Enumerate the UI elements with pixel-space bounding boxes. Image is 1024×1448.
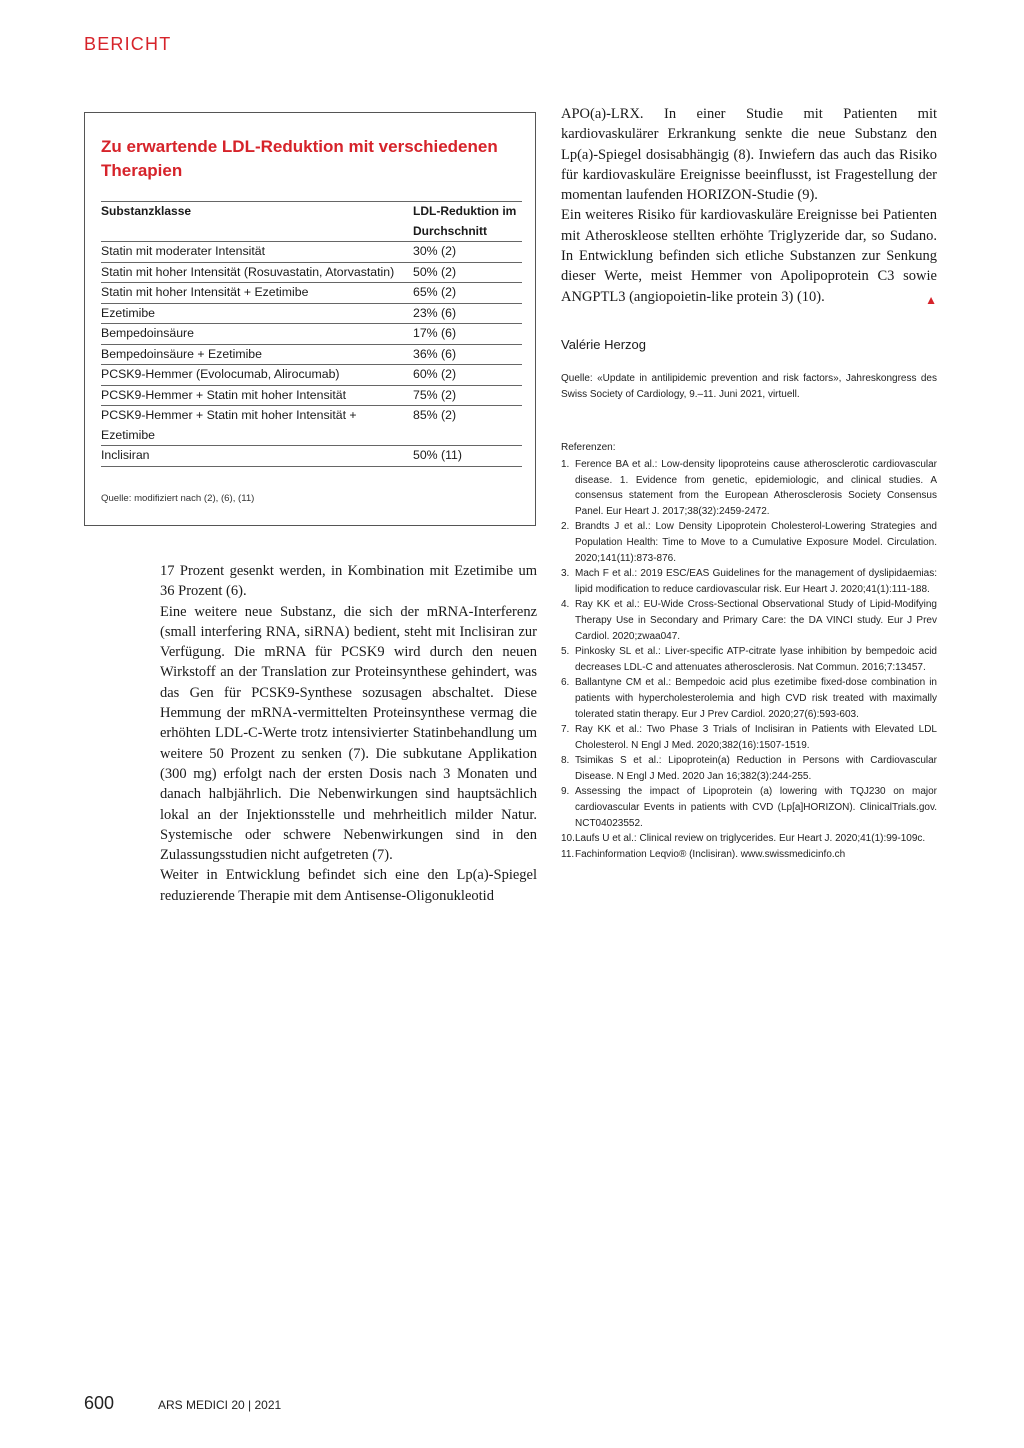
table-row [101, 446, 522, 467]
cell-substance: PCSK9-Hemmer + Statin mit hoher Intensität + Ezetimibe [101, 408, 357, 442]
section-label: BERICHT [84, 34, 172, 54]
reference-item [561, 831, 937, 847]
paragraph-text: Ein weiteres Risiko für kardiovaskuläre Ereignisse bei Patienten mit Atheroskleose stellten erhöhte Triglyzeride dar, so Sudano. In Entwicklung befinden sich etliche Substanzen zur Senkung dieser Werte, meist Hemmer von Apolipoprotein C3 sowie ANGPTL3 (angiopoietin-like protein 3) (10). [561, 207, 937, 305]
reference-number: 4. [561, 599, 570, 611]
reference-item [561, 753, 937, 784]
cell-reduction: 36% (6) [413, 346, 457, 361]
cell-substance: Statin mit hoher Intensität + Ezetimibe [101, 285, 309, 299]
reference-number: 7. [561, 724, 570, 736]
table-row [101, 303, 522, 324]
cell-substance: Bempedoinsäure [101, 326, 194, 340]
cell-substance: Inclisiran [101, 448, 150, 462]
left-column [160, 561, 537, 906]
cell-reduction: 60% (2) [413, 367, 457, 381]
table-row [101, 324, 522, 345]
body-paragraph: APO(a)-LRX. In einer Studie mit Patienten mit kardiovaskulärer Erkrankung senkte die neue Substanz den Lp(a)-Spiegel dosisabhängig (8). Inwiefern das auch das Risiko für kardiovaskuläre Ereignisse beeinflusst, ist Fragestellung der momentan laufenden HORIZON-Studie (9). [561, 106, 937, 204]
reference-item [561, 566, 937, 597]
cell-substance: Ezetimibe [101, 305, 155, 320]
reference-number: 8. [561, 755, 570, 767]
table-header-row [101, 202, 522, 242]
table-row [101, 385, 522, 406]
reference-text: Ballantyne CM et al.: Bempedoic acid plus ezetimibe fixed-dose combination in patients with hypercholesterolemia and high CVD risk treated with maximally tolerated statin therapy. Eur J Prev Cardiol. 2020;27(6):593-603. [575, 677, 937, 720]
reference-text: Ference BA et al.: Low-density lipoproteins cause atherosclerotic cardiovascular disease. 1. Evidence from genetic, epidemiologic, and clinical studies. A consensus statement from the European Atherosclerosis Society Consensus Panel. Eur Heart J. 2017;38(32):2459-2472. [575, 459, 937, 517]
ldl-table [101, 201, 522, 467]
cell-reduction: 30% (2) [413, 244, 457, 258]
table-row [101, 365, 522, 386]
references-label: Referenzen: [561, 442, 616, 453]
body-paragraph: Eine weitere neue Substanz, die sich der mRNA-Interferenz (small interfering RNA, siRNA) bedient, steht mit Inclisiran zur Verfügung. Die mRNA für PCSK9 wird durch den neuen Wirkstoff an der Translation zur Proteinsynthese gehindert, was das Gen für PCSK9-Synthese sozusagen abschaltet. Diese Hemmung der mRNA-vermittelten Proteinsynthese vermag die erhöhten LDL-C-Werte trotz intensivierter Statinbehandlung um weitere 50 Prozent zu senken (7). Die subkutane Applikation (300 mg) erfolgt nach der ersten Dosis nach 3 Monaten und danach halbjährlich. Die Nebenwirkungen sind hauptsächlich lokal an der Injektionsstelle und mehrheitlich milder Natur. Systemische oder schwere Nebenwirkungen sind in den Zulassungsstudien nicht aufgetreten (7). [160, 603, 537, 864]
cell-reduction: 85% (2) [413, 408, 457, 422]
col-header-substance: Substanzklasse [101, 204, 192, 218]
cell-substance: Statin mit moderater Intensität [101, 244, 266, 258]
cell-reduction: 17% (6) [413, 326, 457, 340]
cell-substance: Bempedoinsäure + Ezetimibe [101, 346, 262, 361]
reference-number: 6. [561, 677, 570, 689]
cell-substance: Statin mit hoher Intensität (Rosuvastatin, Atorvastatin) [101, 264, 395, 279]
reference-number: 5. [561, 646, 570, 658]
cell-reduction: 65% (2) [413, 285, 457, 299]
reference-item [561, 675, 937, 722]
reference-text: Assessing the impact of Lipoprotein (a) lowering with TQJ230 on major cardiovascular Events in patients with CVD (Lp[a]HORIZON). ClinicalTrials.gov. NCT04023552. [575, 786, 937, 829]
cell-substance: PCSK9-Hemmer + Statin mit hoher Intensität [101, 387, 347, 402]
body-paragraph: Weiter in Entwicklung befindet sich eine den Lp(a)-Spiegel reduzierende Therapie mit dem Antisense-Oligonukleotid [160, 867, 537, 904]
table-row [101, 344, 522, 365]
reference-number: 9. [561, 786, 570, 798]
reference-text: Ray KK et al.: EU-Wide Cross-Sectional Observational Study of Lipid-Modifying Therapy Use in Secondary and Primary Care: the DA VINCI study. Eur J Prev Cardiol. 2020;zwaa047. [575, 599, 937, 642]
box-title: Zu erwartende LDL-Reduktion mit verschiedenen Therapien [101, 137, 498, 180]
cell-substance: PCSK9-Hemmer (Evolocumab, Alirocumab) [101, 367, 340, 381]
reference-text: Tsimikas S et al.: Lipoprotein(a) Reduction in Persons with Cardiovascular Disease. N Engl J Med. 2020 Jan 16;382(3):244-255. [575, 755, 937, 782]
box-source: Quelle: modifiziert nach (2), (6), (11) [101, 493, 255, 504]
reference-item [561, 597, 937, 644]
reference-text: Ray KK et al.: Two Phase 3 Trials of Inclisiran in Patients with Elevated LDL Cholesterol. N Engl J Med. 2020;382(16):1507-1519. [575, 724, 937, 751]
reference-item [561, 519, 937, 566]
cell-reduction: 23% (6) [413, 305, 457, 320]
reference-number: 3. [561, 568, 570, 580]
body-paragraph [561, 205, 937, 306]
reference-item [561, 457, 937, 519]
reference-number: 1. [561, 459, 570, 470]
page-number: 600 [84, 1393, 115, 1413]
reference-text: Brandts J et al.: Low Density Lipoprotein Cholesterol-Lowering Strategies and Population Health: Time to Move to a Cumulative Exposure Model. Circulation. 2020;141(11):873-876. [575, 521, 937, 564]
author-name: Valérie Herzog [561, 337, 647, 352]
reference-number: 10. [561, 833, 575, 845]
reference-item [561, 784, 937, 831]
cell-reduction: 50% (2) [413, 264, 457, 279]
references-list [561, 457, 937, 862]
table-row [101, 406, 522, 446]
end-of-article-icon: ▲ [925, 292, 937, 307]
reference-number: 2. [561, 521, 570, 533]
table-row [101, 283, 522, 304]
cell-reduction: 75% (2) [413, 387, 457, 402]
reference-item [561, 847, 937, 863]
col-header-reduction: LDL-Reduktion im Durchschnitt [413, 204, 517, 238]
reference-item [561, 722, 937, 753]
body-paragraph: 17 Prozent gesenkt werden, in Kombination mit Ezetimibe um 36 Prozent (6). [160, 563, 537, 600]
reference-item [561, 644, 937, 675]
reference-text: Pinkosky SL et al.: Liver-specific ATP-citrate lyase inhibition by bempedoic acid decreases LDL-C and attenuates atherosclerosis. Nat Commun. 2016;7:13457. [575, 646, 937, 673]
table-row [101, 242, 522, 263]
info-box [84, 112, 536, 526]
reference-number: 11. [561, 848, 575, 860]
article-source: Quelle: «Update in antilipidemic prevention and risk factors», Jahreskongress des Swiss Society of Cardiology, 9.–11. Juni 2021, virtuell. [561, 373, 937, 400]
journal-name: ARS MEDICI 20 | 2021 [158, 1398, 282, 1412]
cell-reduction: 50% (11) [413, 448, 462, 462]
right-column [561, 104, 937, 310]
reference-text: Mach F et al.: 2019 ESC/EAS Guidelines for the management of dyslipidaemias: lipid modification to reduce cardiovascular risk. Eur Heart J. 2020;41(1):111-188. [575, 568, 937, 595]
table-row [101, 262, 522, 283]
reference-text: Laufs U et al.: Clinical review on triglycerides. Eur Heart J. 2020;41(1):99-109c. [575, 833, 926, 845]
reference-text: Fachinformation Leqvio® (Inclisiran). www.swissmedicinfo.ch [575, 848, 846, 860]
